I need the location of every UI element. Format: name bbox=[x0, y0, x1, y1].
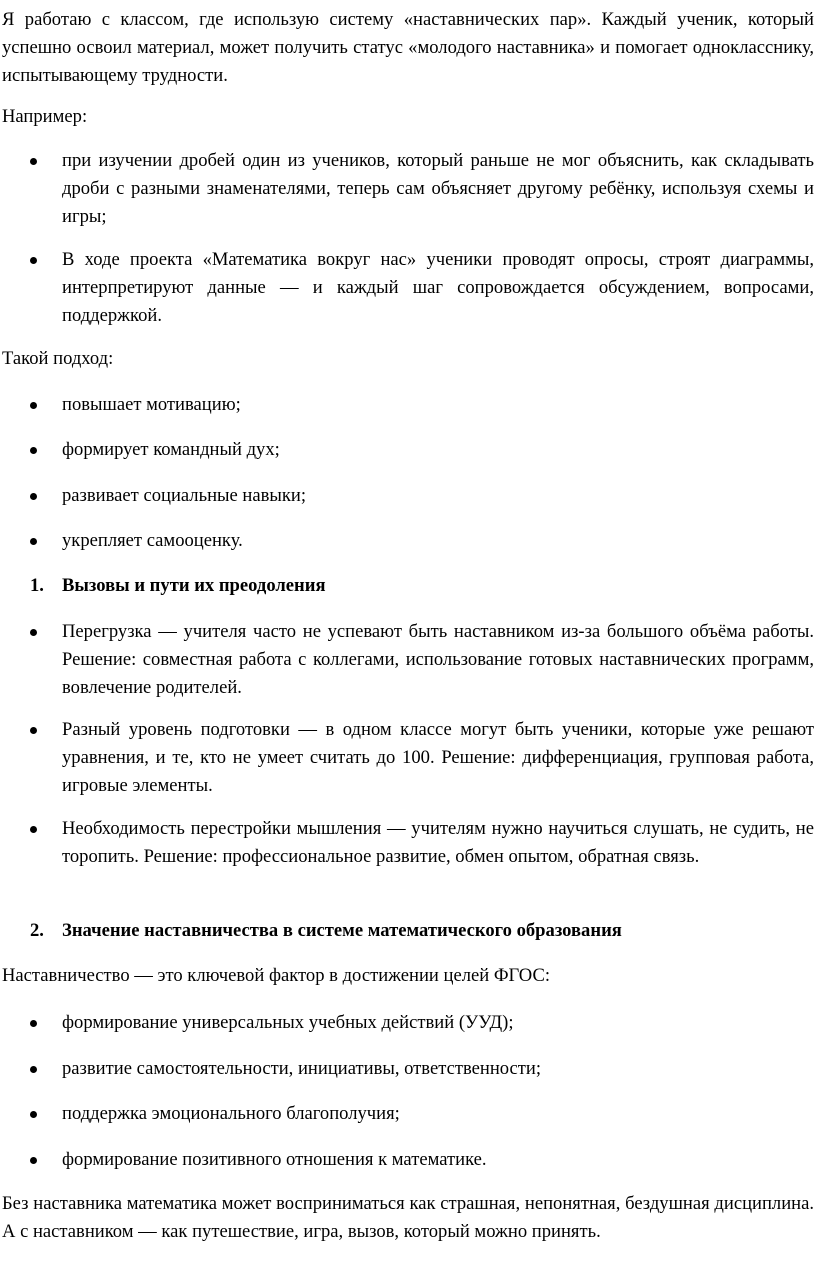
bullet-icon bbox=[30, 402, 37, 409]
intro-paragraph: Я работаю с классом, где использую систему «наставнических пар». Каждый ученик, который успешно освоил материал, может получить статус «молодого наставника» и помогает однокласснику, испытывающему трудности. bbox=[2, 9, 814, 86]
bullet-icon bbox=[30, 629, 37, 636]
section-2-number: 2. bbox=[30, 920, 44, 941]
fgos-label: Наставничество — это ключевой фактор в достижении целей ФГОС: bbox=[2, 965, 551, 986]
conclusion-paragraph: Без наставника математика может восприниматься как страшная, непонятная, бездушная дисциплина. А с наставником — как путешествие, игра, вызов, который можно принять. bbox=[2, 1193, 814, 1242]
bullet-icon bbox=[30, 1066, 37, 1073]
bullet-icon bbox=[30, 1111, 37, 1118]
section-1-title: Вызовы и пути их преодоления bbox=[62, 575, 326, 596]
bullet-icon bbox=[30, 447, 37, 454]
bullet-icon bbox=[30, 826, 37, 833]
bullet-icon bbox=[30, 1157, 37, 1164]
bullet-icon bbox=[30, 727, 37, 734]
bullet-icon bbox=[30, 158, 37, 165]
section-2-title: Значение наставничества в системе математического образования bbox=[62, 920, 622, 941]
section-1-number: 1. bbox=[30, 575, 44, 596]
bullet-icon bbox=[30, 1020, 37, 1027]
bullet-icon bbox=[30, 493, 37, 500]
approach-label: Такой подход: bbox=[2, 348, 114, 369]
example-label: Например: bbox=[2, 106, 88, 127]
bullet-icon bbox=[30, 257, 37, 264]
bullet-icon bbox=[30, 538, 37, 545]
